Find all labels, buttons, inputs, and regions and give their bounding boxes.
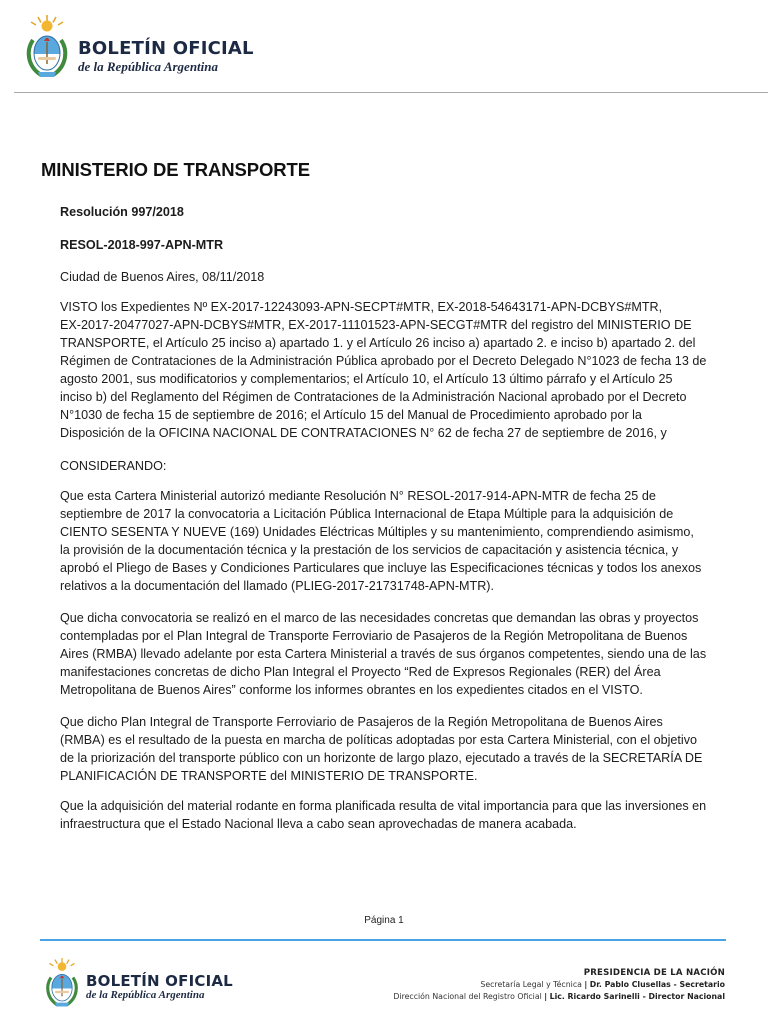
text-line: la provisión de la documentación técnica y la prestación de los servicios de capacitación y asistencia técnica, y	[60, 543, 679, 557]
footer-coat-of-arms-icon	[44, 957, 80, 1009]
header-brand-subtitle: de la República Argentina	[78, 59, 218, 74]
footer-divider	[40, 939, 726, 941]
paragraph-3	[60, 713, 716, 785]
credit-office: Dirección Nacional del Registro Oficial	[393, 991, 542, 1001]
credit-separator: |	[544, 991, 548, 1001]
footer-presidency: PRESIDENCIA DE LA NACIÓN	[583, 968, 725, 978]
text-line: VISTO los Expedientes Nº EX-2017-12243093-APN-SECPT#MTR, EX-2018-54643171-APN-DCBYS#MTR,	[60, 300, 663, 314]
paragraph-2	[60, 609, 716, 699]
text-line: Que esta Cartera Ministerial autorizó mediante Resolución N° RESOL-2017-914-APN-MTR de fecha 25 de	[60, 489, 656, 503]
text-line: Régimen de Contrataciones de la Administración Pública aprobado por el Decreto Delegado N°1023 de fecha 13 de	[60, 354, 707, 368]
header-brand-title: BOLETÍN OFICIAL	[78, 38, 254, 59]
text-line: Aires (RMBA) llevado adelante por esta Cartera Ministerial a través de sus órganos competentes, siendo una de las	[60, 647, 707, 661]
text-line: septiembre de 2017 la convocatoria a Licitación Pública Internacional de Etapa Múltiple para la adquisición de	[60, 507, 674, 521]
text-line: aprobó el Pliego de Bases y Condiciones Particulares que incluye las Especificaciones técnicas y todos los anexos	[60, 561, 702, 575]
text-line: N°1030 de fecha 15 de septiembre de 2016; el Artículo 15 del Manual de Procedimiento aprobado por la	[60, 408, 642, 422]
resolution-code: RESOL-2018-997-APN-MTR	[60, 238, 224, 252]
text-line: agosto 2001, sus modificatorios y complementarios; el Artículo 10, el Artículo 13 último párrafo y el Artículo 25	[60, 372, 673, 386]
place-date: Ciudad de Buenos Aires, 08/11/2018	[60, 270, 265, 284]
text-line: relativos a la documentación del llamado (PLIEG-2017-21731748-APN-MTR).	[60, 579, 494, 593]
text-line: de la priorización del transporte público con un horizonte de largo plazo, ejecutado a través de la SECRETARÍA DE	[60, 751, 703, 765]
paragraph-4	[60, 797, 716, 833]
page-header	[0, 0, 768, 94]
footer-brand-subtitle: de la República Argentina	[86, 989, 205, 1001]
coat-of-arms-icon	[24, 14, 70, 80]
text-line: PLANIFICACIÓN DE TRANSPORTE del MINISTERIO DE TRANSPORTE.	[60, 769, 478, 783]
text-line: CIENTO SESENTA Y NUEVE (169) Unidades Eléctricas Múltiples y su mantenimiento, comprendiendo asimismo,	[60, 525, 694, 539]
text-line: EX-2017-20477027-APN-DCBYS#MTR, EX-2017-11101523-APN-SECGT#MTR del registro del MINISTERIO DE	[60, 318, 692, 332]
text-line: Que dicha convocatoria se realizó en el marco de las necesidades concretas que demandan las obras y proyectos	[60, 611, 699, 625]
credit-office: Secretaría Legal y Técnica	[480, 980, 582, 990]
text-line: Disposición de la OFICINA NACIONAL DE CONTRATACIONES N° 62 de fecha 27 de septiembre de 2016, y	[60, 426, 667, 440]
text-line: infraestructura que el Estado Nacional lleva a cabo sean aprovechadas de manera acabada.	[60, 817, 577, 831]
page-number: Página 1	[364, 915, 404, 926]
ministry-title: MINISTERIO DE TRANSPORTE	[41, 159, 310, 180]
resolution-number: Resolución 997/2018	[60, 205, 184, 219]
footer-brand-title: BOLETÍN OFICIAL	[86, 972, 233, 990]
credit-person: Lic. Ricardo Sarinelli - Director Nacional	[549, 991, 725, 1001]
footer-credits	[393, 968, 725, 1002]
visto-paragraph	[60, 298, 716, 442]
paragraph-1	[60, 487, 716, 595]
text-line: Que dicho Plan Integral de Transporte Ferroviario de Pasajeros de la Región Metropolitana de Buenos Aires	[60, 715, 663, 729]
text-line: Metropolitana de Buenos Aires” conforme los informes obrantes en los expedientes citados en el VISTO.	[60, 683, 643, 697]
considerando-heading: CONSIDERANDO:	[60, 459, 167, 473]
text-line: TRANSPORTE, el Artículo 25 inciso a) apartado 1. y el Artículo 26 inciso a) apartado 2. e inciso b) apartado 2. del	[60, 336, 696, 350]
text-line: manifestaciones concretas de dicho Plan Integral el Proyecto “Red de Expresos Regionales (RER) del Área	[60, 665, 661, 679]
footer-credit-line-1	[393, 979, 725, 990]
text-line: Que la adquisición del material rodante en forma planificada resulta de vital importancia para que las inversiones en	[60, 799, 707, 813]
footer-credit-line-2	[393, 991, 725, 1002]
credit-person: Dr. Pablo Clusellas - Secretario	[589, 980, 725, 990]
header-divider	[14, 92, 768, 93]
text-line: (RMBA) es el resultado de la puesta en marcha de políticas adoptadas por esta Cartera Ministerial, con el objetivo	[60, 733, 698, 747]
text-line: contempladas por el Plan Integral de Transporte Ferroviario de Pasajeros de la Región Metropolitana de Buenos	[60, 629, 688, 643]
credit-separator: |	[584, 980, 588, 990]
text-line: inciso b) del Reglamento del Régimen de Contrataciones de la Administración Nacional aprobado por el Decreto	[60, 390, 687, 404]
